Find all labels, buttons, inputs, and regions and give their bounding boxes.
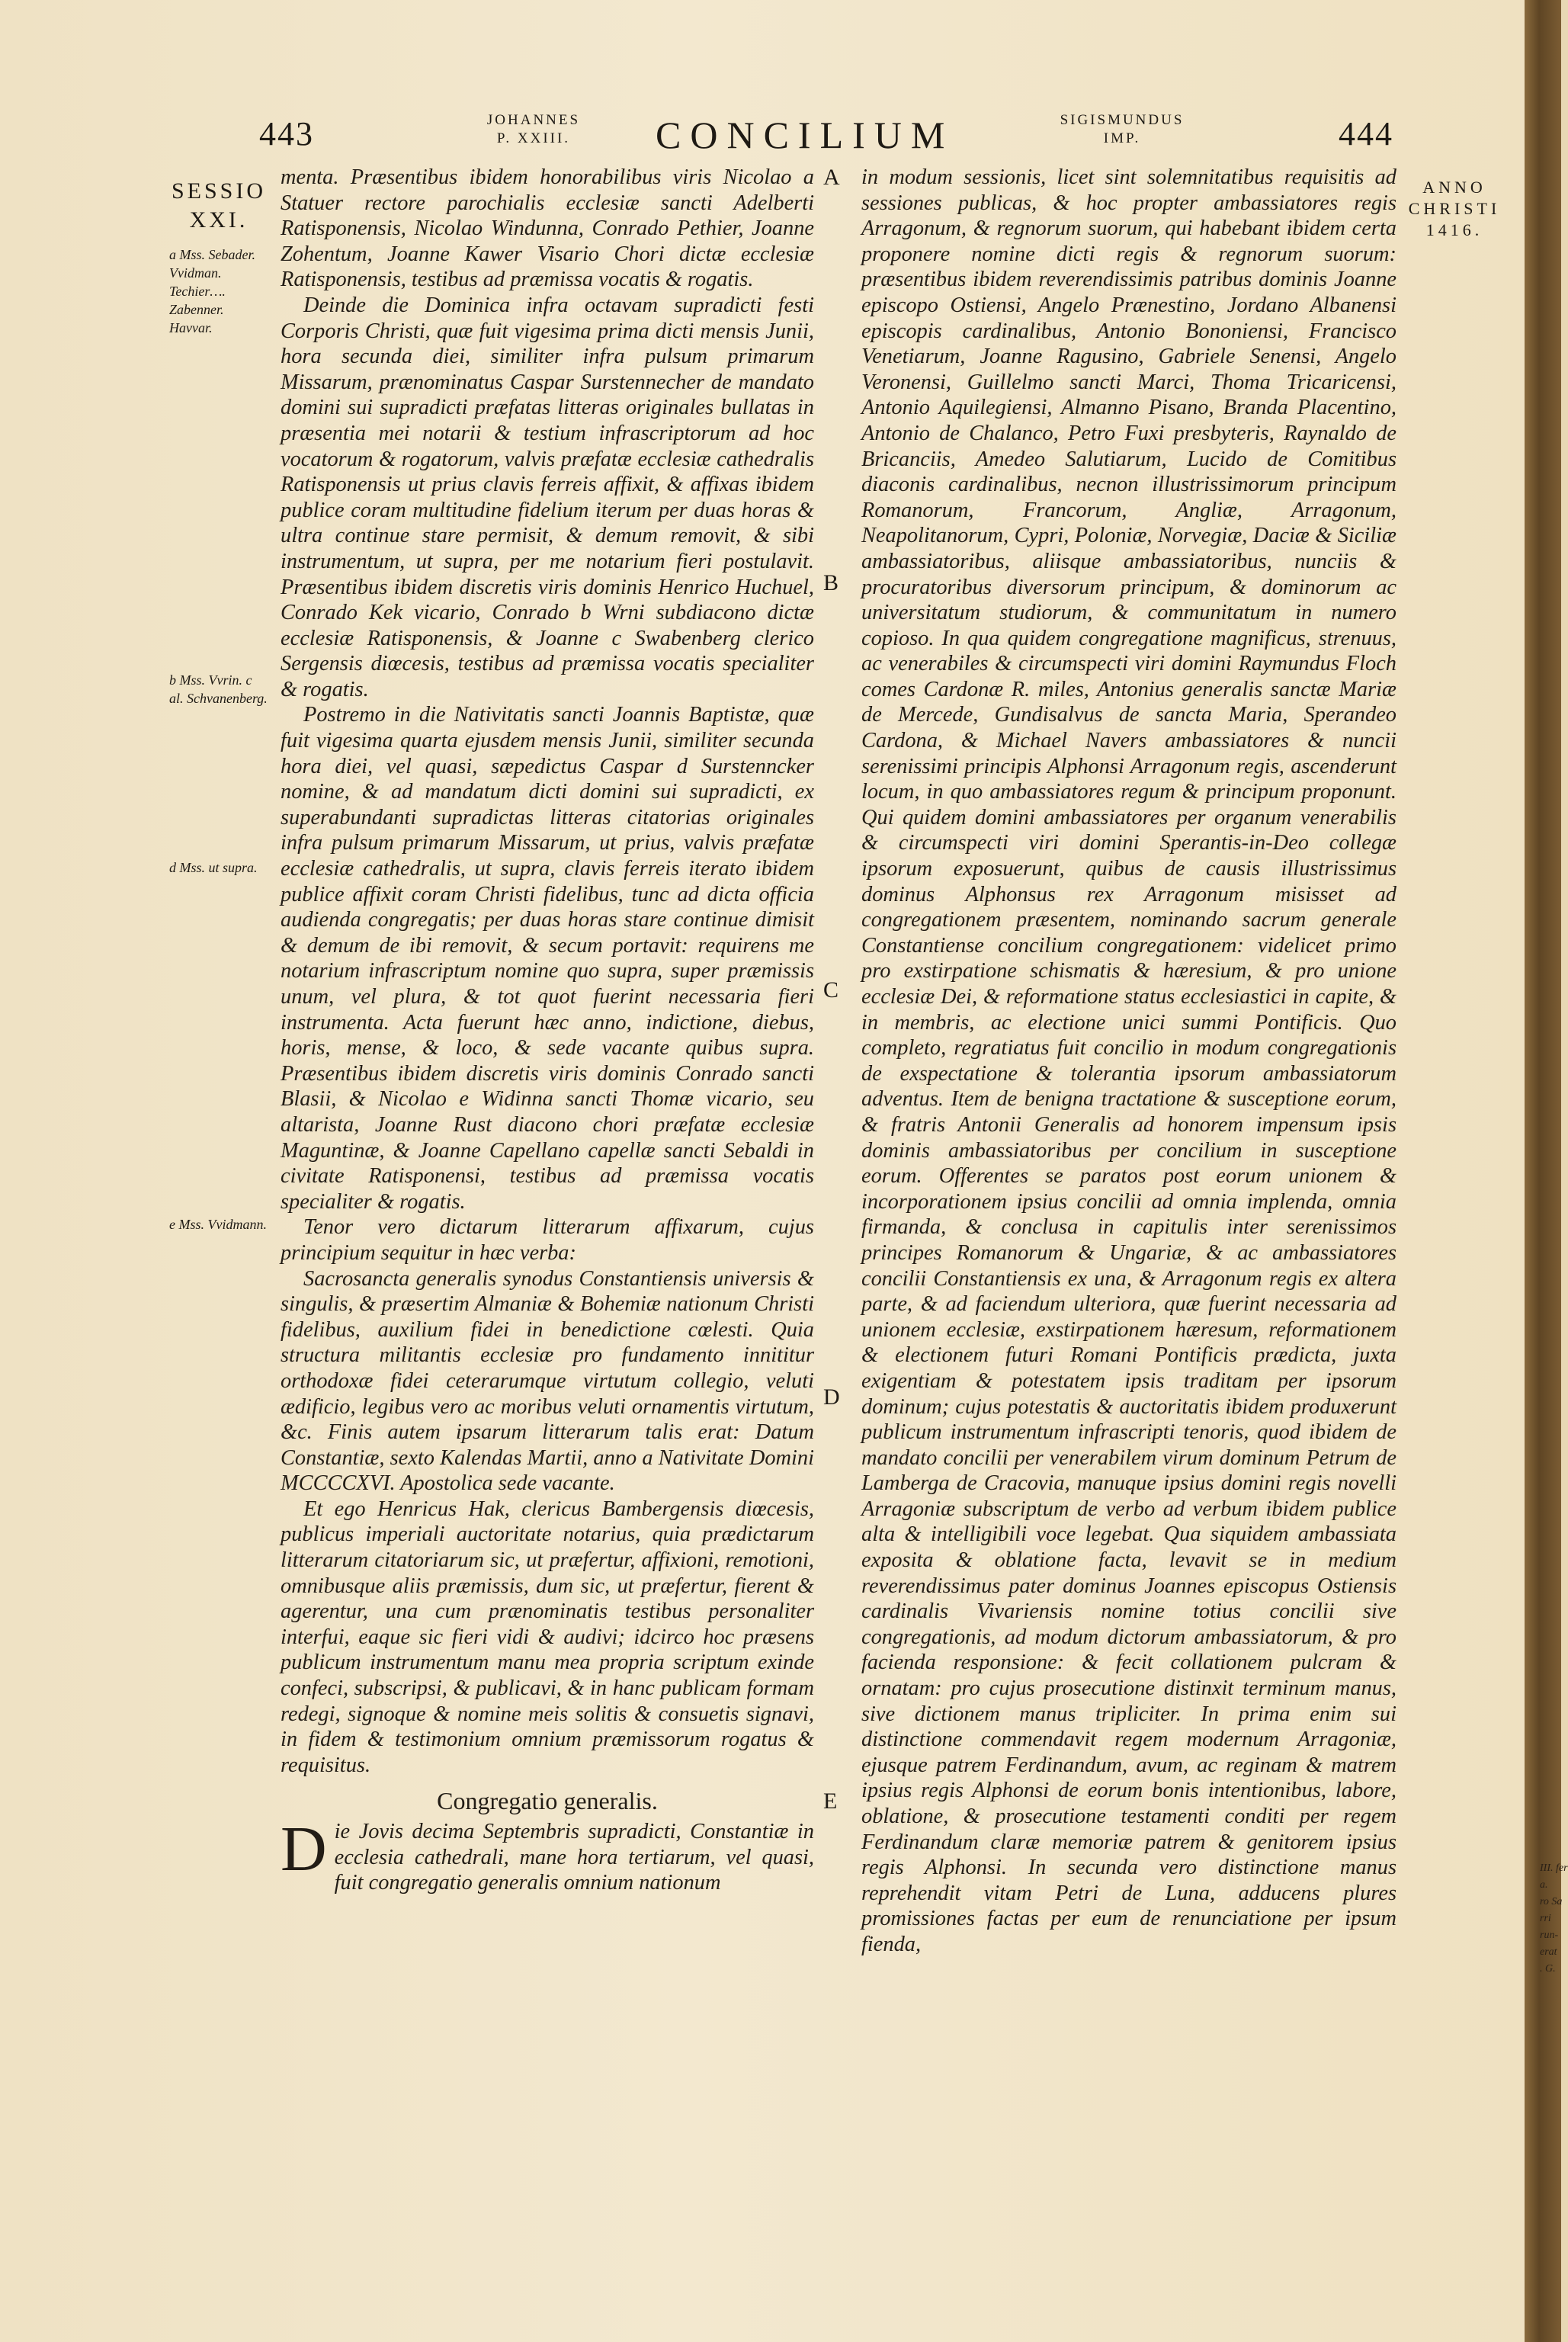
margin-note-e: e Mss. Vvidmann. — [169, 1217, 267, 1232]
section-marker-c: C — [823, 977, 839, 1003]
left-paragraph-2: Deinde die Dominica infra octavam supradicti festi Corporis Christi, quæ fuit vigesima prima dicti mensis Junii, hora secunda diei, similiter infra pulsum primarum Missarum, prænominatus Caspar Surstennecher de mandato domini sui supradicti præfatas litteras originales bullatas in præsentia mei notarii & testium infrascriptorum ad hoc vocatorum & rogatorum, valvis præfatæ ecclesiæ cathedralis Ratisponensis ut prius clavis ferreis affixit, & affixas ibidem publice coram multitudine fidelium iterum per duas horas & ultra continue stare permisit, & demum removit, & sibi instrumentum, ut supra, per me notarium fieri postulavit. Præsentibus ibidem discretis viris dominis Henrico Huchuel, Conrado Kek vicario, Conrado b Wrni subdiacono dictæ ecclesiæ Ratisponensis, & Joanne c Swabenberg clerico Sergensis diœcesis, testibus ad præmissa vocatis specialiter & rogatis. — [281, 293, 814, 701]
section-marker-d: D — [823, 1384, 840, 1410]
right-text-column — [861, 165, 1396, 1958]
running-head-right-line-1: SIGISMUNDUS — [1060, 112, 1185, 128]
section-heading: Congregatio generalis. — [437, 1787, 658, 1815]
running-head-right — [1038, 111, 1206, 148]
section-marker-b: B — [823, 570, 839, 595]
left-paragraph-4: Tenor vero dictarum litterarum affixarum, cujus principium sequitur in hæc verba: — [281, 1215, 814, 1265]
right-paragraph-1: in modum sessionis, licet sint solemnitatibus requisitis ad sessiones publicas, & hoc propter ambassiatores regis Arragonum, & regnorum suorum, qui habebant ibidem certa proponere nomine dicti regis & regnorum suorum: præsentibus ibidem reverendissimis patribus dominis Joanne episcopo Ostiensi, Angelo Prænestino, Jordano Albanensi episcopis cardinalibus, Antonio Bononiensi, Francisco Venetiarum, Joanne Ragusino, Gabriele Senensi, Angelo Veronensi, Guillelmo sancti Marci, Thoma Tricaricensi, Antonio Aquilegiensi, Almanno Pisano, Branda Placentino, Antonio de Chalanco, Petro Fuxi presbyteris, Raynaldo de Bricanciis, Amedeo Salutiarum, Lucido de Comitibus diaconis cardinalibus, necnon illustrissimorum principum Romanorum, Francorum, Angliæ, Arragonum, Neapolitanorum, Cypri, Poloniæ, Norvegiæ, Daciæ & Siciliæ ambassiatoribus, aliisque ambassiatoribus, nunciis & procuratoribus diversorum principum, & dominorum ac universitatum studiorum, & communitatum in numero copioso. In qua quidem congregatione magnificus, strenuus, ac venerabiles & circumspecti viri domini Raymundus Floch comes Cardonæ R. miles, Antonius generalis sanctæ Mariæ de Mercede, Gundisalvus de sancta Maria, Sperandeo Cardona, & Michael Navers ambassiatores & nuncii serenissimi principis Alphonsi Arragonum regis, ascenderunt locum, in quo ambassiatores regum & principum proponunt. Qui quidem domini ambassiatores per organum venerabilis & circumspecti viri domini Sperantis-in-Deo collegæ ipsorum exposuerunt, quibus de causis illustrissimus dominus Alphonsus rex Arragonum misisset ad congregationem præsentem, nominando sacrum generale Constantiense concilium congregationem: videlicet primo pro exstirpatione schismatis & hæresium, & pro unione ecclesiæ Dei, & reformatione status ecclesiastici in capite, & in membris, ac electione unici summi Pontificis. Quo completo, regratiatus fuit concilio in modum congregationis de exspectatione & tolerantia ipsorum ambassiatorum adventus. Item de benigna tractatione & susceptione eorum, & fratris Antonii Generalis ad honorem impensum ipsis dominis ambassiatoribus per concilium in susceptione eorum. Offerentes se paratos post eorum unionem & incorporationem ipsius concilii ad omnia implenda, omnia firmanda, & conclusa in capitulis inter serenissimos principes Romanorum & Ungariæ, & ac ambassiatores concilii Constantiensis ex una, & Arragonum regis ex altera parte, & ad faciendum ulteriora, quæ fuerint necessaria ad unionem ecclesiæ, exstirpationem hæresum, reformationem & electionem futuri Romani Pontificis prædicta, juxta exigentiam & potestatem ipsis traditam per ipsorum dominum; cujus potestatis & auctoritatis ibidem produxerunt publicum instrumentum infrascripti tenoris, quod ibidem de mandato concilii per venerabilem virum dominum Petrum de Lamberga de Cracovia, manuque ipsius domini regis novelli Arragoniæ subscriptum de verbo ad verbum ibidem publice alta & intelligibili voce legebat. Qua siquidem ambassiata exposita & oblatione facta, levavit se in medium reverendissimus pater dominus Joannes episcopus Ostiensis cardinalis Vivariensis nomine totius concilii sive congregationis, ad modum dictorum ambassiatorum, & pro facienda responsione: & fecit collationem pulcram & ornatam: pro cujus prosecutione distinxit terminum manus, sive dictionem manus tripliciter. In prima enim sui distinctione commendavit regem modernum Arragoniæ, ejusque patrem Ferdinandum, avum, ac reginam & matrem ipsius regis Alphonsi de eorum bonis intentionibus, labore, oblatione, & prosecutione testamenti conditi per regem Ferdinandum claræ memoriæ patrem & genitorem ipsius regis Alphonsi. In secunda vero distinctione manus reprehendit vitam Petri de Luna, adducens plures promissiones factas per eum de renunciatione per ipsum fienda, — [861, 165, 1396, 1956]
left-text-column — [281, 165, 814, 1896]
running-head-left-line-1: JOHANNES — [486, 112, 581, 128]
left-final-text: ie Jovis decima Septembris supradicti, Constantiæ in ecclesia cathedrali, mane hora tertiarum, vel quasi, fuit congregatio generalis omnium nationum — [334, 1820, 814, 1895]
left-paragraph-5: Sacrosancta generalis synodus Constantiensis universis & singulis, & præsertim Almaniæ & Bohemiæ nationum Christi fidelibus, auxilium fidei in benedictione cœlesti. Quia structura militantis ecclesiæ pro fundamento innititur orthodoxæ fidei ceterarumque virtutum collegio, veluti ædificio, legibus vero ac moribus veluti ornamentis virtutum, &c. Finis autem ipsarum litterarum talis erat: Datum Constantiæ, sexto Kalendas Martii, anno a Nativitate Domini MCCCCXVI. Apostolica sede vacante. — [281, 1266, 814, 1496]
section-marker-e: E — [823, 1789, 838, 1814]
facing-page-edge — [1525, 0, 1568, 2342]
page-number-right: 444 — [1339, 115, 1393, 152]
running-head-left — [457, 111, 610, 148]
facing-page-fragment: III. fer a. ro Sa rri run- erat . G. — [1540, 1862, 1568, 1975]
margin-note-d: d Mss. ut supra. — [169, 860, 258, 875]
running-head-right-line-2: IMP. — [1103, 130, 1141, 146]
session-label-line-1: SESSIO — [171, 178, 267, 204]
year-label-line-3: 1416. — [1425, 220, 1483, 239]
year-label-line-2: CHRISTI — [1408, 199, 1501, 218]
page-title: CONCILIUM — [656, 114, 954, 156]
year-label-line-1: ANNO — [1422, 178, 1486, 197]
margin-note-b: b Mss. Vvrin. c al. Schvanenberg. — [169, 672, 268, 706]
left-paragraph-6: Et ego Henricus Hak, clericus Bambergensis diœcesis, publicus imperiali auctoritate notarius, quia prædictarum litterarum citatoriarum sic, ut præfertur, affixioni, remotioni, omnibusque aliis præmissis, dum sic, ut præfertur, fierent & agerentur, una cum prænominatis testibus personaliter interfui, eaque sic fieri vidi & audivi; idcirco hoc præsens publicum instrumentum manu mea propria scriptum exinde confeci, subscripsi, & publicavi, & in hanc publicam formam redegi, signoque & nomine meis solitis & consuetis signavi, in fidem & testimonium omnium præmissorum rogatus & requisitus. — [281, 1497, 814, 1777]
margin-note-a: a Mss. Sebader. Vvidman. Techier…. Zabenner. Havvar. — [169, 247, 255, 335]
running-head-left-line-2: P. XXIII. — [496, 130, 571, 146]
year-label — [1401, 177, 1508, 241]
page-number-left: 443 — [259, 115, 314, 152]
left-paragraph-3: Postremo in die Nativitatis sancti Joannis Baptistæ, quæ fuit vigesima quarta ejusdem mensis Junii, similiter secunda hora diei, vel quasi, sæpedictus Caspar d Surstenncker nomine, & ad mandatum dicti domini sui supradicti, ex superabundanti supradictas litteras citatorias originales infra pulsum primarum Missarum, ut prius, valvis præfatæ ecclesiæ cathedralis, ut supra, clavis ferreis iterato ibidem publice affixit coram Christi fidelibus, tunc ad dicta officia audienda congregatis; per duas horas stare continue dimisit & demum de ibi removit, & secum portavit: requirens me notarium infrascriptum nomine quo supra, super præmissis unum, vel plura, & tot quot fuerint necessaria fieri instrumenta. Acta fuerunt hæc anno, indictione, diebus, horis, mense, & loco, & sede vacante quibus supra. Præsentibus ibidem discretis viris dominis Conrado sancti Blasii, & Nicolao e Widinna sancti Thomæ vicario, seu altarista, Joanne Rust diacono chori præfatæ ecclesiæ Maguntinæ, & Joanne Capellano capellæ sancti Sebaldi in civitate Ratisponensi, testibus ad præmissa vocatis specialiter & rogatis. — [281, 703, 814, 1214]
session-label-line-2: XXI. — [189, 207, 249, 233]
drop-cap: D — [281, 1814, 327, 1885]
section-marker-a: A — [823, 165, 840, 190]
left-paragraph-1: menta. Præsentibus ibidem honorabilibus viris Nicolao a Statuer rectore parochialis ecclesiæ sancti Adelberti Ratisponensis, Nicolao Windunna, Conrado Pethier, Joanne Zohentum, Joanne Kawer Visario Chori dictæ ecclesiæ Ratisponensis, testibus ad præmissa vocatis & rogatis. — [281, 165, 814, 292]
left-final-paragraph — [281, 1814, 814, 1896]
session-label — [169, 177, 268, 235]
